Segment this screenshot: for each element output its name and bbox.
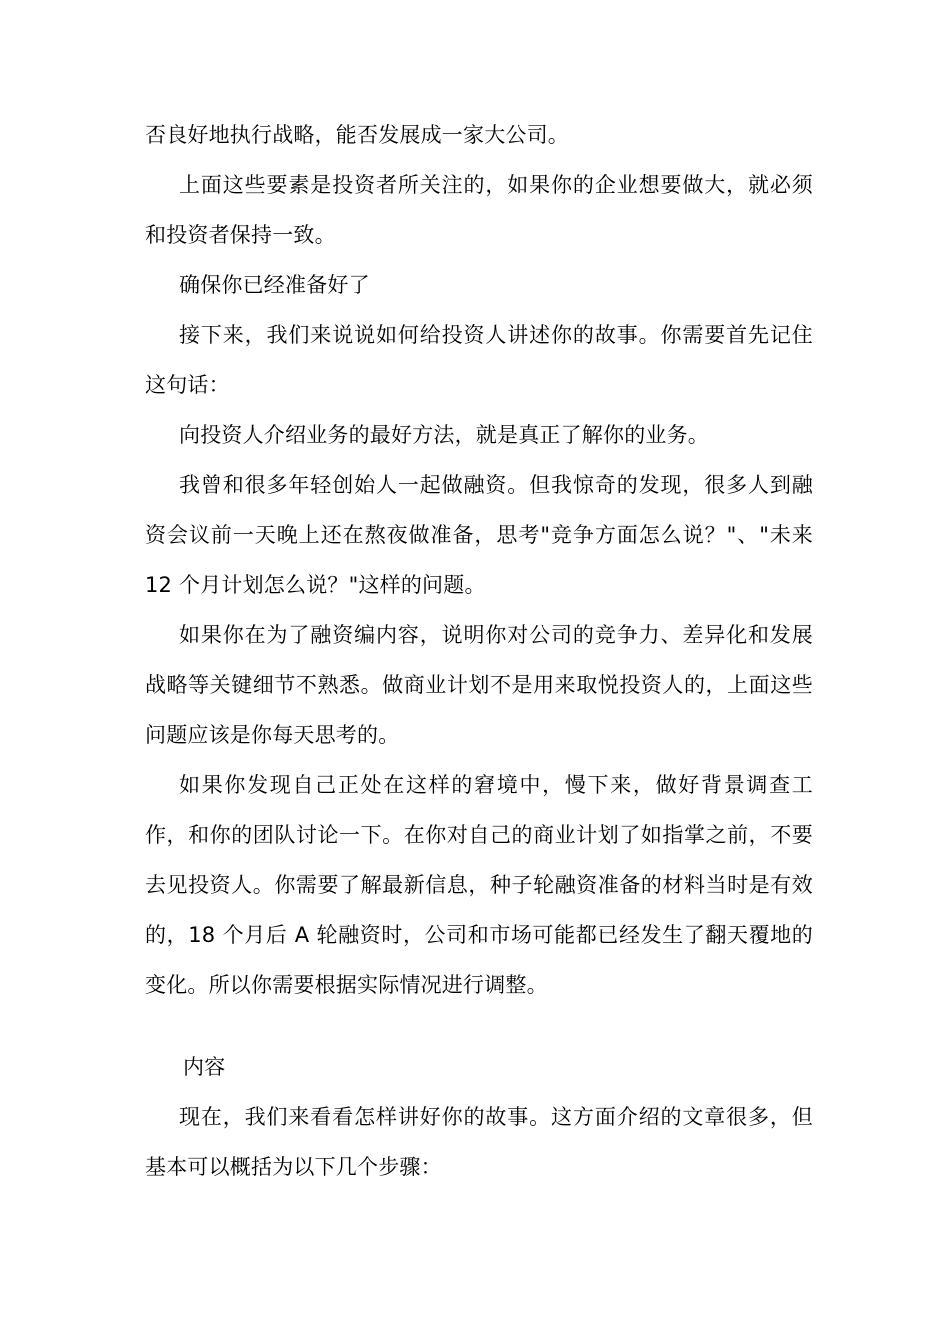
paragraph-investor-focus: 上面这些要素是投资者所关注的，如果你的企业想要做大，就必须和投资者保持一致。 bbox=[145, 173, 813, 247]
section-heading-content: 内容 bbox=[183, 1055, 226, 1079]
section-heading-prepared: 确保你已经准备好了 bbox=[179, 273, 370, 297]
paragraph-business-plan: 如果你在为了融资编内容，说明你对公司的竞争力、差异化和发展战略等关键细节不熟悉。做商业计划不是用来取悦投资人的，上面这些问题应该是你每天思考的。 bbox=[145, 623, 813, 747]
paragraph-telling-story: 接下来，我们来说说如何给投资人讲述你的故事。你需要首先记住这句话： bbox=[145, 323, 813, 397]
paragraph-story-steps: 现在，我们来看看怎样讲好你的故事。这方面介绍的文章很多，但基本可以概括为以下几个步骤： bbox=[145, 1105, 813, 1179]
paragraph-continuation: 否良好地执行战略，能否发展成一家大公司。 bbox=[145, 123, 569, 147]
paragraph-founder-experience: 我曾和很多年轻创始人一起做融资。但我惊奇的发现，很多人到融资会议前一天晚上还在熬夜做准备，思考"竞争方面怎么说？"、"未来 12 个月计划怎么说？"这样的问题。 bbox=[145, 473, 813, 597]
paragraph-key-quote: 向投资人介绍业务的最好方法，就是真正了解你的业务。 bbox=[179, 423, 709, 447]
document-body bbox=[145, 110, 813, 1192]
paragraph-slow-down: 如果你发现自己正处在这样的窘境中，慢下来，做好背景调查工作，和你的团队讨论一下。在你对自己的商业计划了如指掌之前，不要去见投资人。你需要了解最新信息，种子轮融资准备的材料当时是有效的，18 个月后 A 轮融资时，公司和市场可能都已经发生了翻天覆地的变化。所以你需要根据实际情况进行调整。 bbox=[145, 773, 813, 997]
